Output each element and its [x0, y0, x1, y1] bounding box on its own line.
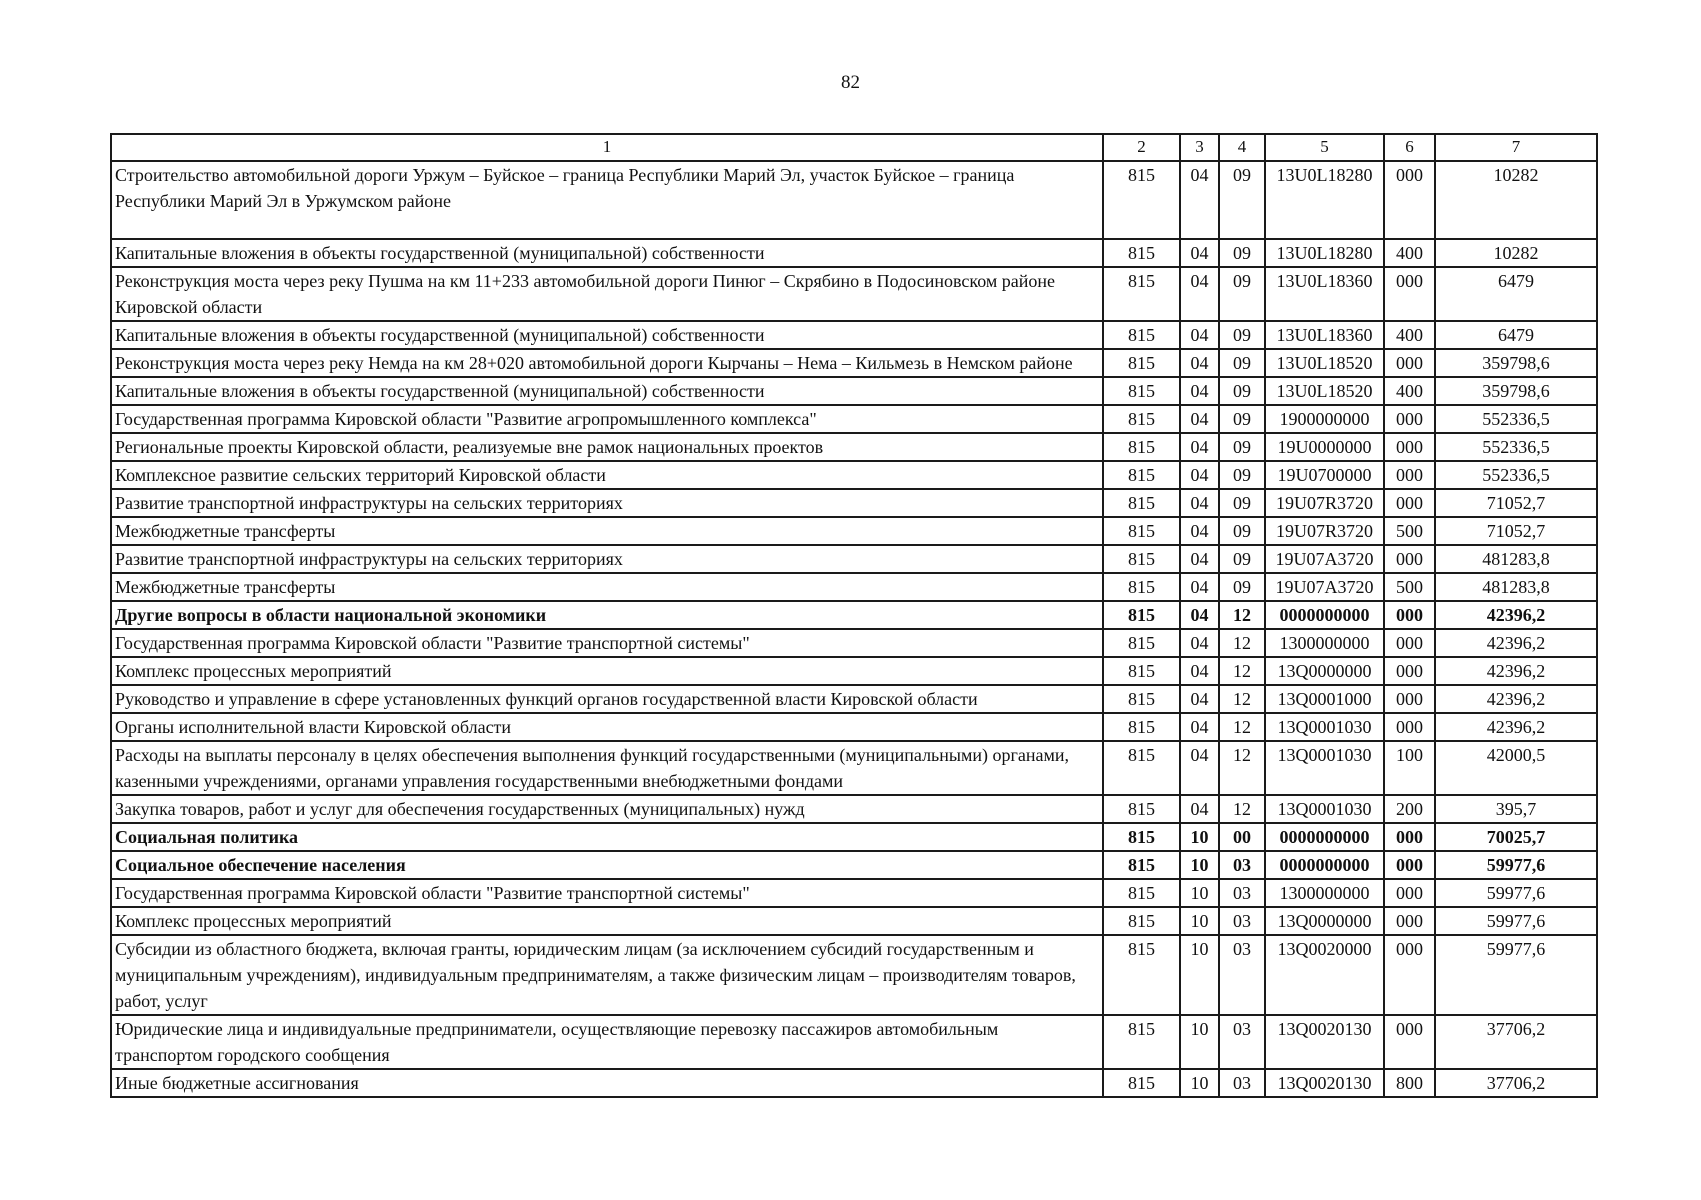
cell-col5: 19U07A3720	[1265, 573, 1384, 601]
cell-col3: 04	[1180, 685, 1219, 713]
cell-col5: 13Q0000000	[1265, 907, 1384, 935]
cell-col7: 59977,6	[1435, 851, 1597, 879]
cell-col2: 815	[1103, 685, 1180, 713]
cell-col4: 12	[1219, 601, 1265, 629]
cell-col5: 13U0L18360	[1265, 321, 1384, 349]
cell-col3: 04	[1180, 433, 1219, 461]
cell-col6: 000	[1384, 461, 1435, 489]
cell-col6: 000	[1384, 405, 1435, 433]
cell-col4: 12	[1219, 713, 1265, 741]
cell-name: Комплекс процессных мероприятий	[111, 657, 1103, 685]
cell-col2: 815	[1103, 433, 1180, 461]
cell-col3: 04	[1180, 161, 1219, 239]
column-header: 4	[1219, 134, 1265, 161]
column-header: 7	[1435, 134, 1597, 161]
cell-col7: 37706,2	[1435, 1069, 1597, 1097]
cell-col6: 800	[1384, 1069, 1435, 1097]
cell-col5: 19U0000000	[1265, 433, 1384, 461]
cell-col6: 000	[1384, 545, 1435, 573]
table-row	[111, 239, 1597, 267]
cell-name: Реконструкция моста через реку Пушма на км 11+233 автомобильной дороги Пинюг – Скрябино в Подосиновском районе Кировской области	[111, 267, 1103, 321]
cell-col6: 000	[1384, 161, 1435, 239]
cell-col4: 09	[1219, 517, 1265, 545]
cell-col7: 395,7	[1435, 795, 1597, 823]
cell-col5: 13U0L18280	[1265, 239, 1384, 267]
column-header: 2	[1103, 134, 1180, 161]
table-row	[111, 377, 1597, 405]
cell-name: Капитальные вложения в объекты государственной (муниципальной) собственности	[111, 239, 1103, 267]
cell-col7: 59977,6	[1435, 907, 1597, 935]
cell-col4: 09	[1219, 545, 1265, 573]
cell-col6: 500	[1384, 517, 1435, 545]
cell-col3: 04	[1180, 377, 1219, 405]
cell-col4: 12	[1219, 741, 1265, 795]
cell-col2: 815	[1103, 239, 1180, 267]
cell-col5: 13U0L18360	[1265, 267, 1384, 321]
cell-col2: 815	[1103, 461, 1180, 489]
cell-col3: 04	[1180, 517, 1219, 545]
cell-col4: 09	[1219, 377, 1265, 405]
table-row	[111, 851, 1597, 879]
cell-col7: 6479	[1435, 267, 1597, 321]
cell-name: Другие вопросы в области национальной экономики	[111, 601, 1103, 629]
cell-name: Руководство и управление в сфере установленных функций органов государственной власти Кировской области	[111, 685, 1103, 713]
cell-col5: 19U07R3720	[1265, 489, 1384, 517]
cell-col7: 359798,6	[1435, 377, 1597, 405]
cell-col3: 04	[1180, 405, 1219, 433]
cell-col2: 815	[1103, 851, 1180, 879]
cell-col2: 815	[1103, 1069, 1180, 1097]
cell-col7: 42396,2	[1435, 685, 1597, 713]
cell-col5: 0000000000	[1265, 823, 1384, 851]
table-row	[111, 349, 1597, 377]
cell-col7: 42396,2	[1435, 629, 1597, 657]
table-row	[111, 321, 1597, 349]
cell-col5: 1900000000	[1265, 405, 1384, 433]
cell-col4: 03	[1219, 1015, 1265, 1069]
cell-name: Государственная программа Кировской области "Развитие агропромышленного комплекса"	[111, 405, 1103, 433]
table-row	[111, 741, 1597, 795]
cell-col3: 10	[1180, 851, 1219, 879]
cell-col2: 815	[1103, 377, 1180, 405]
table-row	[111, 879, 1597, 907]
cell-col6: 500	[1384, 573, 1435, 601]
cell-col7: 42000,5	[1435, 741, 1597, 795]
cell-col5: 1300000000	[1265, 879, 1384, 907]
table-row	[111, 629, 1597, 657]
cell-col4: 12	[1219, 795, 1265, 823]
cell-col3: 04	[1180, 629, 1219, 657]
cell-col5: 13U0L18520	[1265, 349, 1384, 377]
cell-col4: 09	[1219, 321, 1265, 349]
table-row	[111, 461, 1597, 489]
cell-col3: 04	[1180, 657, 1219, 685]
cell-col7: 71052,7	[1435, 517, 1597, 545]
cell-col2: 815	[1103, 1015, 1180, 1069]
table-row	[111, 573, 1597, 601]
cell-col5: 0000000000	[1265, 601, 1384, 629]
cell-col6: 000	[1384, 1015, 1435, 1069]
table-body	[111, 134, 1597, 1097]
cell-col7: 552336,5	[1435, 433, 1597, 461]
cell-col7: 42396,2	[1435, 713, 1597, 741]
cell-name: Межбюджетные трансферты	[111, 573, 1103, 601]
cell-name: Региональные проекты Кировской области, реализуемые вне рамок национальных проектов	[111, 433, 1103, 461]
table-row	[111, 1069, 1597, 1097]
cell-col4: 09	[1219, 267, 1265, 321]
cell-col5: 13Q0020130	[1265, 1015, 1384, 1069]
cell-col2: 815	[1103, 267, 1180, 321]
cell-name: Реконструкция моста через реку Немда на км 28+020 автомобильной дороги Кырчаны – Нема – Кильмезь в Немском районе	[111, 349, 1103, 377]
cell-col2: 815	[1103, 741, 1180, 795]
cell-col5: 13Q0020130	[1265, 1069, 1384, 1097]
cell-col6: 000	[1384, 685, 1435, 713]
cell-col2: 815	[1103, 823, 1180, 851]
cell-col3: 04	[1180, 239, 1219, 267]
cell-col6: 000	[1384, 851, 1435, 879]
cell-name: Капитальные вложения в объекты государственной (муниципальной) собственности	[111, 321, 1103, 349]
table-row	[111, 713, 1597, 741]
cell-col5: 13Q0001030	[1265, 713, 1384, 741]
cell-name: Развитие транспортной инфраструктуры на сельских территориях	[111, 545, 1103, 573]
cell-col3: 10	[1180, 907, 1219, 935]
cell-col4: 00	[1219, 823, 1265, 851]
cell-col2: 815	[1103, 795, 1180, 823]
cell-name: Иные бюджетные ассигнования	[111, 1069, 1103, 1097]
cell-col5: 19U0700000	[1265, 461, 1384, 489]
cell-col6: 100	[1384, 741, 1435, 795]
column-header: 3	[1180, 134, 1219, 161]
cell-col5: 1300000000	[1265, 629, 1384, 657]
cell-name: Капитальные вложения в объекты государственной (муниципальной) собственности	[111, 377, 1103, 405]
cell-name: Расходы на выплаты персоналу в целях обеспечения выполнения функций государственными (муниципальными) органами, казенными учреждениями, органами управления государственными внебюджетными фондами	[111, 741, 1103, 795]
cell-col7: 71052,7	[1435, 489, 1597, 517]
cell-name: Социальная политика	[111, 823, 1103, 851]
column-header-row	[111, 134, 1597, 161]
table-row	[111, 657, 1597, 685]
cell-col6: 000	[1384, 601, 1435, 629]
cell-col2: 815	[1103, 907, 1180, 935]
table-row	[111, 517, 1597, 545]
column-header: 1	[111, 134, 1103, 161]
cell-col6: 400	[1384, 239, 1435, 267]
cell-col2: 815	[1103, 349, 1180, 377]
cell-col7: 481283,8	[1435, 545, 1597, 573]
cell-name: Развитие транспортной инфраструктуры на сельских территориях	[111, 489, 1103, 517]
cell-col4: 12	[1219, 685, 1265, 713]
table-row	[111, 601, 1597, 629]
cell-col7: 42396,2	[1435, 657, 1597, 685]
cell-col4: 09	[1219, 239, 1265, 267]
cell-col3: 10	[1180, 879, 1219, 907]
cell-col2: 815	[1103, 405, 1180, 433]
cell-col3: 10	[1180, 935, 1219, 1015]
cell-col6: 000	[1384, 349, 1435, 377]
cell-col3: 04	[1180, 267, 1219, 321]
cell-col4: 09	[1219, 161, 1265, 239]
cell-col6: 200	[1384, 795, 1435, 823]
cell-name: Государственная программа Кировской области "Развитие транспортной системы"	[111, 879, 1103, 907]
cell-col7: 552336,5	[1435, 461, 1597, 489]
cell-col2: 815	[1103, 489, 1180, 517]
cell-col2: 815	[1103, 879, 1180, 907]
cell-col3: 04	[1180, 461, 1219, 489]
cell-col4: 09	[1219, 349, 1265, 377]
cell-col7: 42396,2	[1435, 601, 1597, 629]
cell-col3: 10	[1180, 823, 1219, 851]
cell-col4: 12	[1219, 629, 1265, 657]
cell-col3: 04	[1180, 545, 1219, 573]
cell-col2: 815	[1103, 161, 1180, 239]
cell-name: Органы исполнительной власти Кировской области	[111, 713, 1103, 741]
cell-col3: 04	[1180, 713, 1219, 741]
cell-col4: 09	[1219, 461, 1265, 489]
cell-col6: 000	[1384, 433, 1435, 461]
table-row	[111, 823, 1597, 851]
cell-col5: 13U0L18280	[1265, 161, 1384, 239]
table-row	[111, 935, 1597, 1015]
cell-col4: 09	[1219, 405, 1265, 433]
cell-name: Комплекс процессных мероприятий	[111, 907, 1103, 935]
cell-col7: 37706,2	[1435, 1015, 1597, 1069]
cell-col3: 04	[1180, 321, 1219, 349]
cell-col3: 04	[1180, 741, 1219, 795]
cell-col2: 815	[1103, 601, 1180, 629]
cell-col5: 19U07R3720	[1265, 517, 1384, 545]
cell-col6: 000	[1384, 879, 1435, 907]
cell-col5: 0000000000	[1265, 851, 1384, 879]
cell-col6: 000	[1384, 489, 1435, 517]
cell-name: Строительство автомобильной дороги Уржум – Буйское – граница Республики Марий Эл, участок Буйское – граница Республики Марий Эл в Уржумском районе	[111, 161, 1103, 239]
cell-name: Комплексное развитие сельских территорий Кировской области	[111, 461, 1103, 489]
cell-col7: 10282	[1435, 161, 1597, 239]
cell-col7: 552336,5	[1435, 405, 1597, 433]
cell-col7: 59977,6	[1435, 935, 1597, 1015]
page-number: 82	[841, 72, 860, 93]
cell-col2: 815	[1103, 713, 1180, 741]
cell-col5: 13Q0000000	[1265, 657, 1384, 685]
cell-col2: 815	[1103, 935, 1180, 1015]
cell-col4: 09	[1219, 573, 1265, 601]
cell-col7: 6479	[1435, 321, 1597, 349]
table-row	[111, 907, 1597, 935]
table-row	[111, 161, 1597, 239]
budget-table	[110, 133, 1598, 1098]
cell-name: Социальное обеспечение населения	[111, 851, 1103, 879]
cell-name: Закупка товаров, работ и услуг для обеспечения государственных (муниципальных) нужд	[111, 795, 1103, 823]
cell-col6: 400	[1384, 321, 1435, 349]
cell-name: Субсидии из областного бюджета, включая гранты, юридическим лицам (за исключением субсидий государственным и муниципальным учреждениям), индивидуальным предпринимателям, а также физическим лицам – производителям товаров, работ, услуг	[111, 935, 1103, 1015]
cell-col5: 13Q0001030	[1265, 795, 1384, 823]
cell-col7: 481283,8	[1435, 573, 1597, 601]
cell-col3: 04	[1180, 601, 1219, 629]
cell-col4: 03	[1219, 935, 1265, 1015]
cell-col6: 000	[1384, 267, 1435, 321]
table-row	[111, 433, 1597, 461]
cell-col4: 09	[1219, 489, 1265, 517]
cell-col3: 04	[1180, 573, 1219, 601]
cell-col2: 815	[1103, 517, 1180, 545]
cell-col4: 03	[1219, 851, 1265, 879]
cell-col3: 10	[1180, 1069, 1219, 1097]
cell-name: Юридические лица и индивидуальные предприниматели, осуществляющие перевозку пассажиров автомобильным транспортом городского сообщения	[111, 1015, 1103, 1069]
cell-col5: 13Q0020000	[1265, 935, 1384, 1015]
cell-col7: 359798,6	[1435, 349, 1597, 377]
table-row	[111, 685, 1597, 713]
cell-col6: 400	[1384, 377, 1435, 405]
cell-col4: 03	[1219, 1069, 1265, 1097]
table-row	[111, 795, 1597, 823]
cell-col3: 10	[1180, 1015, 1219, 1069]
column-header: 6	[1384, 134, 1435, 161]
cell-col4: 09	[1219, 433, 1265, 461]
cell-col5: 13Q0001000	[1265, 685, 1384, 713]
table-row	[111, 1015, 1597, 1069]
table-row	[111, 405, 1597, 433]
cell-col6: 000	[1384, 907, 1435, 935]
cell-col6: 000	[1384, 629, 1435, 657]
cell-col4: 12	[1219, 657, 1265, 685]
cell-col3: 04	[1180, 489, 1219, 517]
cell-col2: 815	[1103, 657, 1180, 685]
cell-col6: 000	[1384, 935, 1435, 1015]
cell-col6: 000	[1384, 823, 1435, 851]
cell-name: Государственная программа Кировской области "Развитие транспортной системы"	[111, 629, 1103, 657]
cell-col7: 59977,6	[1435, 879, 1597, 907]
cell-col2: 815	[1103, 545, 1180, 573]
cell-col2: 815	[1103, 321, 1180, 349]
cell-col2: 815	[1103, 629, 1180, 657]
cell-col6: 000	[1384, 657, 1435, 685]
column-header: 5	[1265, 134, 1384, 161]
table-row	[111, 267, 1597, 321]
cell-col5: 19U07A3720	[1265, 545, 1384, 573]
cell-col5: 13Q0001030	[1265, 741, 1384, 795]
cell-col4: 03	[1219, 907, 1265, 935]
cell-col3: 04	[1180, 349, 1219, 377]
cell-col2: 815	[1103, 573, 1180, 601]
cell-col6: 000	[1384, 713, 1435, 741]
cell-col3: 04	[1180, 795, 1219, 823]
cell-name: Межбюджетные трансферты	[111, 517, 1103, 545]
cell-col4: 03	[1219, 879, 1265, 907]
table-row	[111, 545, 1597, 573]
table-row	[111, 489, 1597, 517]
cell-col5: 13U0L18520	[1265, 377, 1384, 405]
cell-col7: 10282	[1435, 239, 1597, 267]
cell-col7: 70025,7	[1435, 823, 1597, 851]
